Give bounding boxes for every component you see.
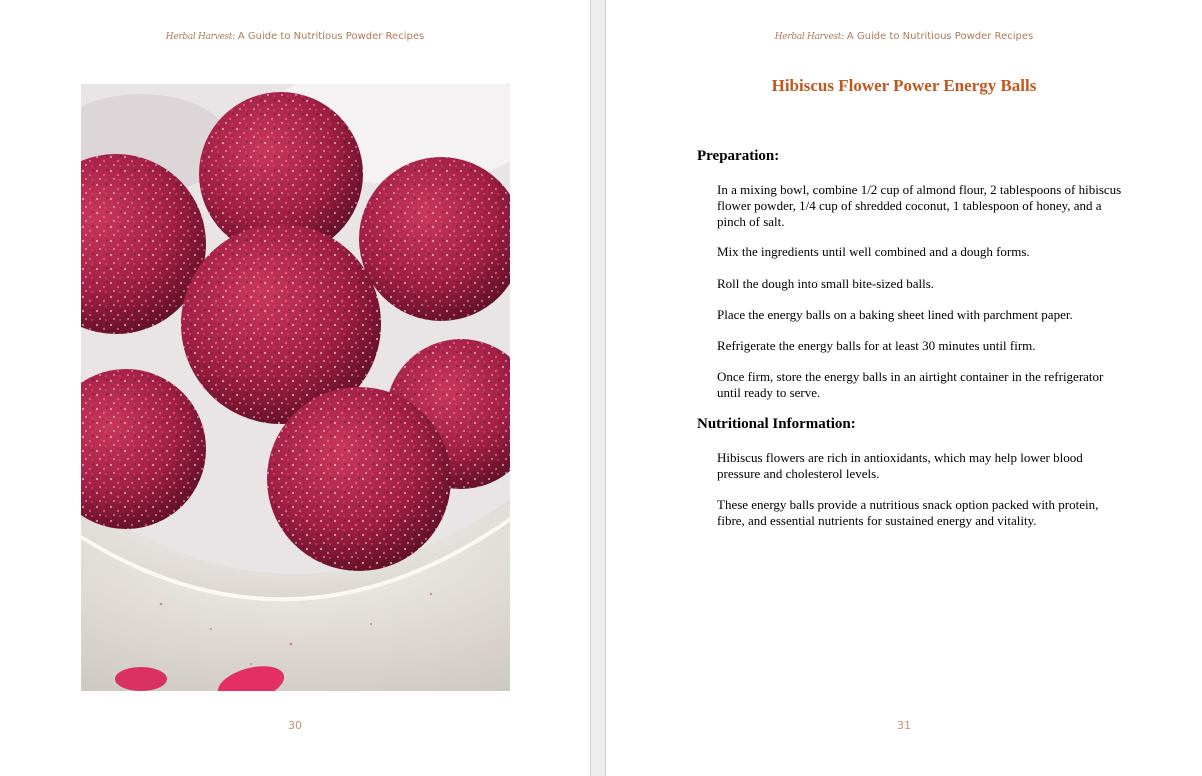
nutrition-item: Hibiscus flowers are rich in antioxidants, which may help lower blood pressure and cholesterol levels. xyxy=(717,450,1083,481)
page-number: 30 xyxy=(288,719,302,732)
header-script-text: Herbal Harvest: xyxy=(774,32,844,42)
header-script-text: Herbal Harvest: xyxy=(165,32,235,42)
preparation-step: Place the energy balls on a baking sheet lined with parchment paper. xyxy=(717,307,1073,322)
left-page xyxy=(0,0,590,776)
preparation-step: Refrigerate the energy balls for at least 30 minutes until firm. xyxy=(717,338,1036,353)
nutrition-heading: Nutritional Information: xyxy=(697,416,856,432)
preparation-step: Once firm, store the energy balls in an airtight container in the refrigerator until ready to serve. xyxy=(717,369,1104,400)
preparation-heading: Preparation: xyxy=(697,148,780,164)
page-number: 31 xyxy=(897,719,911,732)
nutrition-item: These energy balls provide a nutritious snack option packed with protein, fibre, and essential nutrients for sustained energy and vitality. xyxy=(717,497,1099,528)
running-header xyxy=(606,31,1202,42)
header-title: A Guide to Nutritious Powder Recipes xyxy=(237,31,425,42)
page-gutter xyxy=(590,0,606,776)
recipe-title: Hibiscus Flower Power Energy Balls xyxy=(771,76,1037,95)
hibiscus-energy-balls-photo xyxy=(81,84,510,691)
preparation-step: Roll the dough into small bite-sized balls. xyxy=(717,276,935,291)
header-title: A Guide to Nutritious Powder Recipes xyxy=(846,31,1034,42)
running-header xyxy=(0,31,590,42)
right-page xyxy=(606,0,1202,776)
preparation-step: Mix the ingredients until well combined and a dough forms. xyxy=(717,244,1030,259)
preparation-step: In a mixing bowl, combine 1/2 cup of almond flour, 2 tablespoons of hibiscus flower powder, 1/4 cup of shredded coconut, 1 tablespoon of honey, and a pinch of salt. xyxy=(717,182,1122,229)
